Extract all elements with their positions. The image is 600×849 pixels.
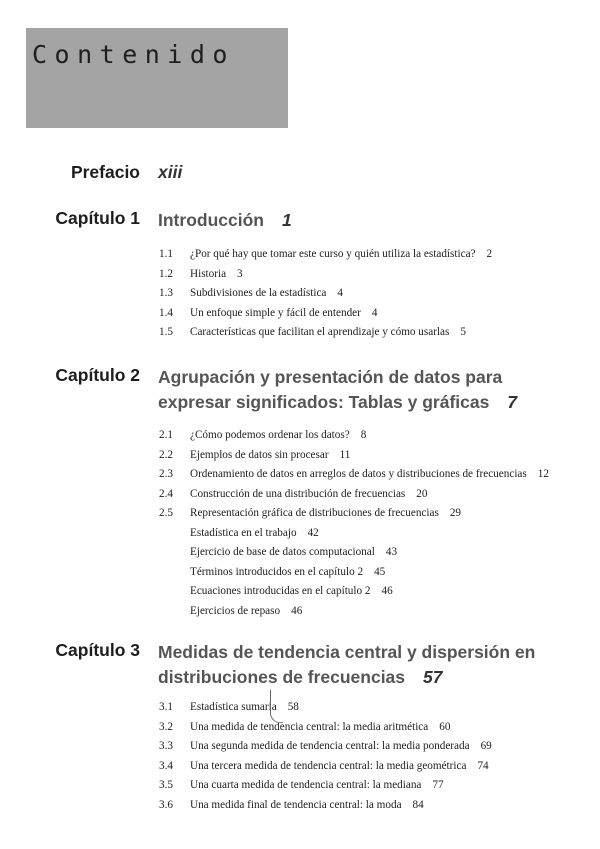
section-title: Representación gráfica de distribuciones de frecuencias 29 (190, 507, 461, 519)
section-title: Una medida de tendencia central: la media aritmética 60 (190, 720, 451, 733)
section-title: ¿Por qué hay que tomar este curso y quién utiliza la estadística? 2 (190, 248, 493, 260)
section-page: 29 (449, 507, 461, 519)
section-title: Estadística sumaria 58 (190, 701, 299, 713)
page-title: Contenido (32, 40, 235, 69)
section-number: 3.5 (159, 779, 173, 791)
toc-entry (0, 284, 600, 304)
chapter-2-sections (0, 426, 600, 621)
toc-entry (0, 718, 600, 738)
toc-entry (0, 582, 600, 602)
toc-entry (0, 426, 600, 446)
section-page: 4 (371, 306, 378, 319)
section-number: 1.1 (159, 248, 173, 260)
chapter-label: Capítulo 3 (55, 640, 140, 660)
section-page: 42 (307, 526, 319, 539)
section-page: 11 (339, 448, 351, 461)
section-page: 58 (287, 701, 299, 713)
section-title: Una cuarta medida de tendencia central: la mediana 77 (190, 779, 444, 791)
section-number: 3.4 (159, 759, 173, 772)
section-title: Una medida final de tendencia central: la moda 84 (190, 798, 424, 811)
section-number: 1.4 (159, 306, 173, 319)
section-page: 2 (486, 248, 493, 260)
section-title: Ordenamiento de datos en arreglos de datos y distribuciones de frecuencias 12 (190, 468, 549, 480)
section-page: 43 (385, 546, 398, 558)
toc-entry (0, 485, 600, 505)
chapter-label: Capítulo 1 (55, 208, 140, 228)
section-number: 2.2 (159, 448, 173, 461)
section-page: 84 (412, 798, 424, 811)
section-page: 8 (360, 429, 367, 441)
section-title: Ejemplos de datos sin procesar 11 (190, 448, 351, 461)
section-number: 3.1 (159, 701, 173, 713)
section-number: 3.6 (159, 798, 173, 811)
preface-label: Prefacio (70, 162, 140, 182)
section-title: Términos introducidos en el capítulo 2 45 (190, 565, 386, 578)
section-number: 2.5 (159, 507, 173, 519)
toc-entry (0, 698, 600, 718)
toc-entry (0, 737, 600, 757)
section-page: 74 (477, 759, 489, 772)
chapter-page: 7 (507, 392, 518, 412)
toc-entry (0, 245, 600, 265)
toc-entry (0, 465, 600, 485)
section-number: 3.2 (159, 720, 173, 733)
chapter-page: 57 (423, 667, 443, 687)
toc-entry (0, 304, 600, 324)
section-number: 2.4 (159, 487, 173, 500)
section-number: 3.3 (159, 740, 173, 752)
toc-entry (0, 446, 600, 466)
chapter-title: Medidas de tendencia central y dispersión en distribuciones de frecuencias 57 (158, 642, 536, 687)
section-page: 20 (416, 487, 428, 500)
chapter-title: Agrupación y presentación de datos para expresar significados: Tablas y gráficas 7 (158, 367, 518, 412)
section-title: Una segunda medida de tendencia central: la media ponderada 69 (190, 740, 492, 752)
toc-entry (0, 757, 600, 777)
section-title: Un enfoque simple y fácil de entender 4 (190, 306, 378, 319)
section-page: 5 (460, 326, 466, 338)
section-page: 3 (237, 267, 243, 280)
chapter-3-sections (0, 698, 600, 815)
section-page: 45 (374, 565, 386, 578)
toc-entry (0, 524, 600, 544)
section-title: Ejercicios de repaso 46 (190, 604, 303, 617)
section-page: 12 (537, 468, 549, 480)
section-number: 1.2 (159, 267, 173, 280)
chapter-1-sections (0, 245, 600, 343)
section-title: Características que facilitan el aprendizaje y cómo usarlas 5 (190, 326, 466, 338)
preface-page: xiii (158, 162, 183, 182)
section-number: 2.3 (159, 468, 173, 480)
chapter-label: Capítulo 2 (55, 365, 140, 385)
section-title: Subdivisiones de la estadística 4 (190, 287, 343, 299)
toc-entry (0, 602, 600, 622)
section-page: 46 (381, 585, 393, 597)
section-number: 1.5 (159, 326, 173, 338)
toc-entry (0, 323, 600, 343)
toc-entry (0, 265, 600, 285)
section-page: 60 (439, 720, 451, 733)
section-title: Ejercicio de base de datos computacional 43 (190, 546, 398, 558)
section-page: 4 (337, 287, 343, 299)
pencil-mark (270, 690, 283, 723)
section-page: 69 (480, 740, 492, 752)
chapter-title: Introducción 1 (158, 210, 292, 230)
toc-entry (0, 796, 600, 816)
section-title: Construcción de una distribución de frecuencias 20 (190, 487, 428, 500)
toc-entry (0, 504, 600, 524)
toc-entry (0, 563, 600, 583)
section-title: Ecuaciones introducidas en el capítulo 2 46 (190, 585, 393, 597)
section-page: 46 (291, 604, 303, 617)
chapter-page: 1 (281, 210, 292, 230)
section-title: Una tercera medida de tendencia central: la media geométrica 74 (190, 759, 489, 772)
toc-entry (0, 543, 600, 563)
section-title: Historia 3 (190, 267, 243, 280)
toc-entry (0, 776, 600, 796)
section-title: ¿Cómo podemos ordenar los datos? 8 (190, 429, 367, 441)
section-title: Estadística en el trabajo 42 (190, 526, 319, 539)
section-page: 77 (432, 779, 444, 791)
section-number: 2.1 (159, 429, 173, 441)
section-number: 1.3 (159, 287, 173, 299)
